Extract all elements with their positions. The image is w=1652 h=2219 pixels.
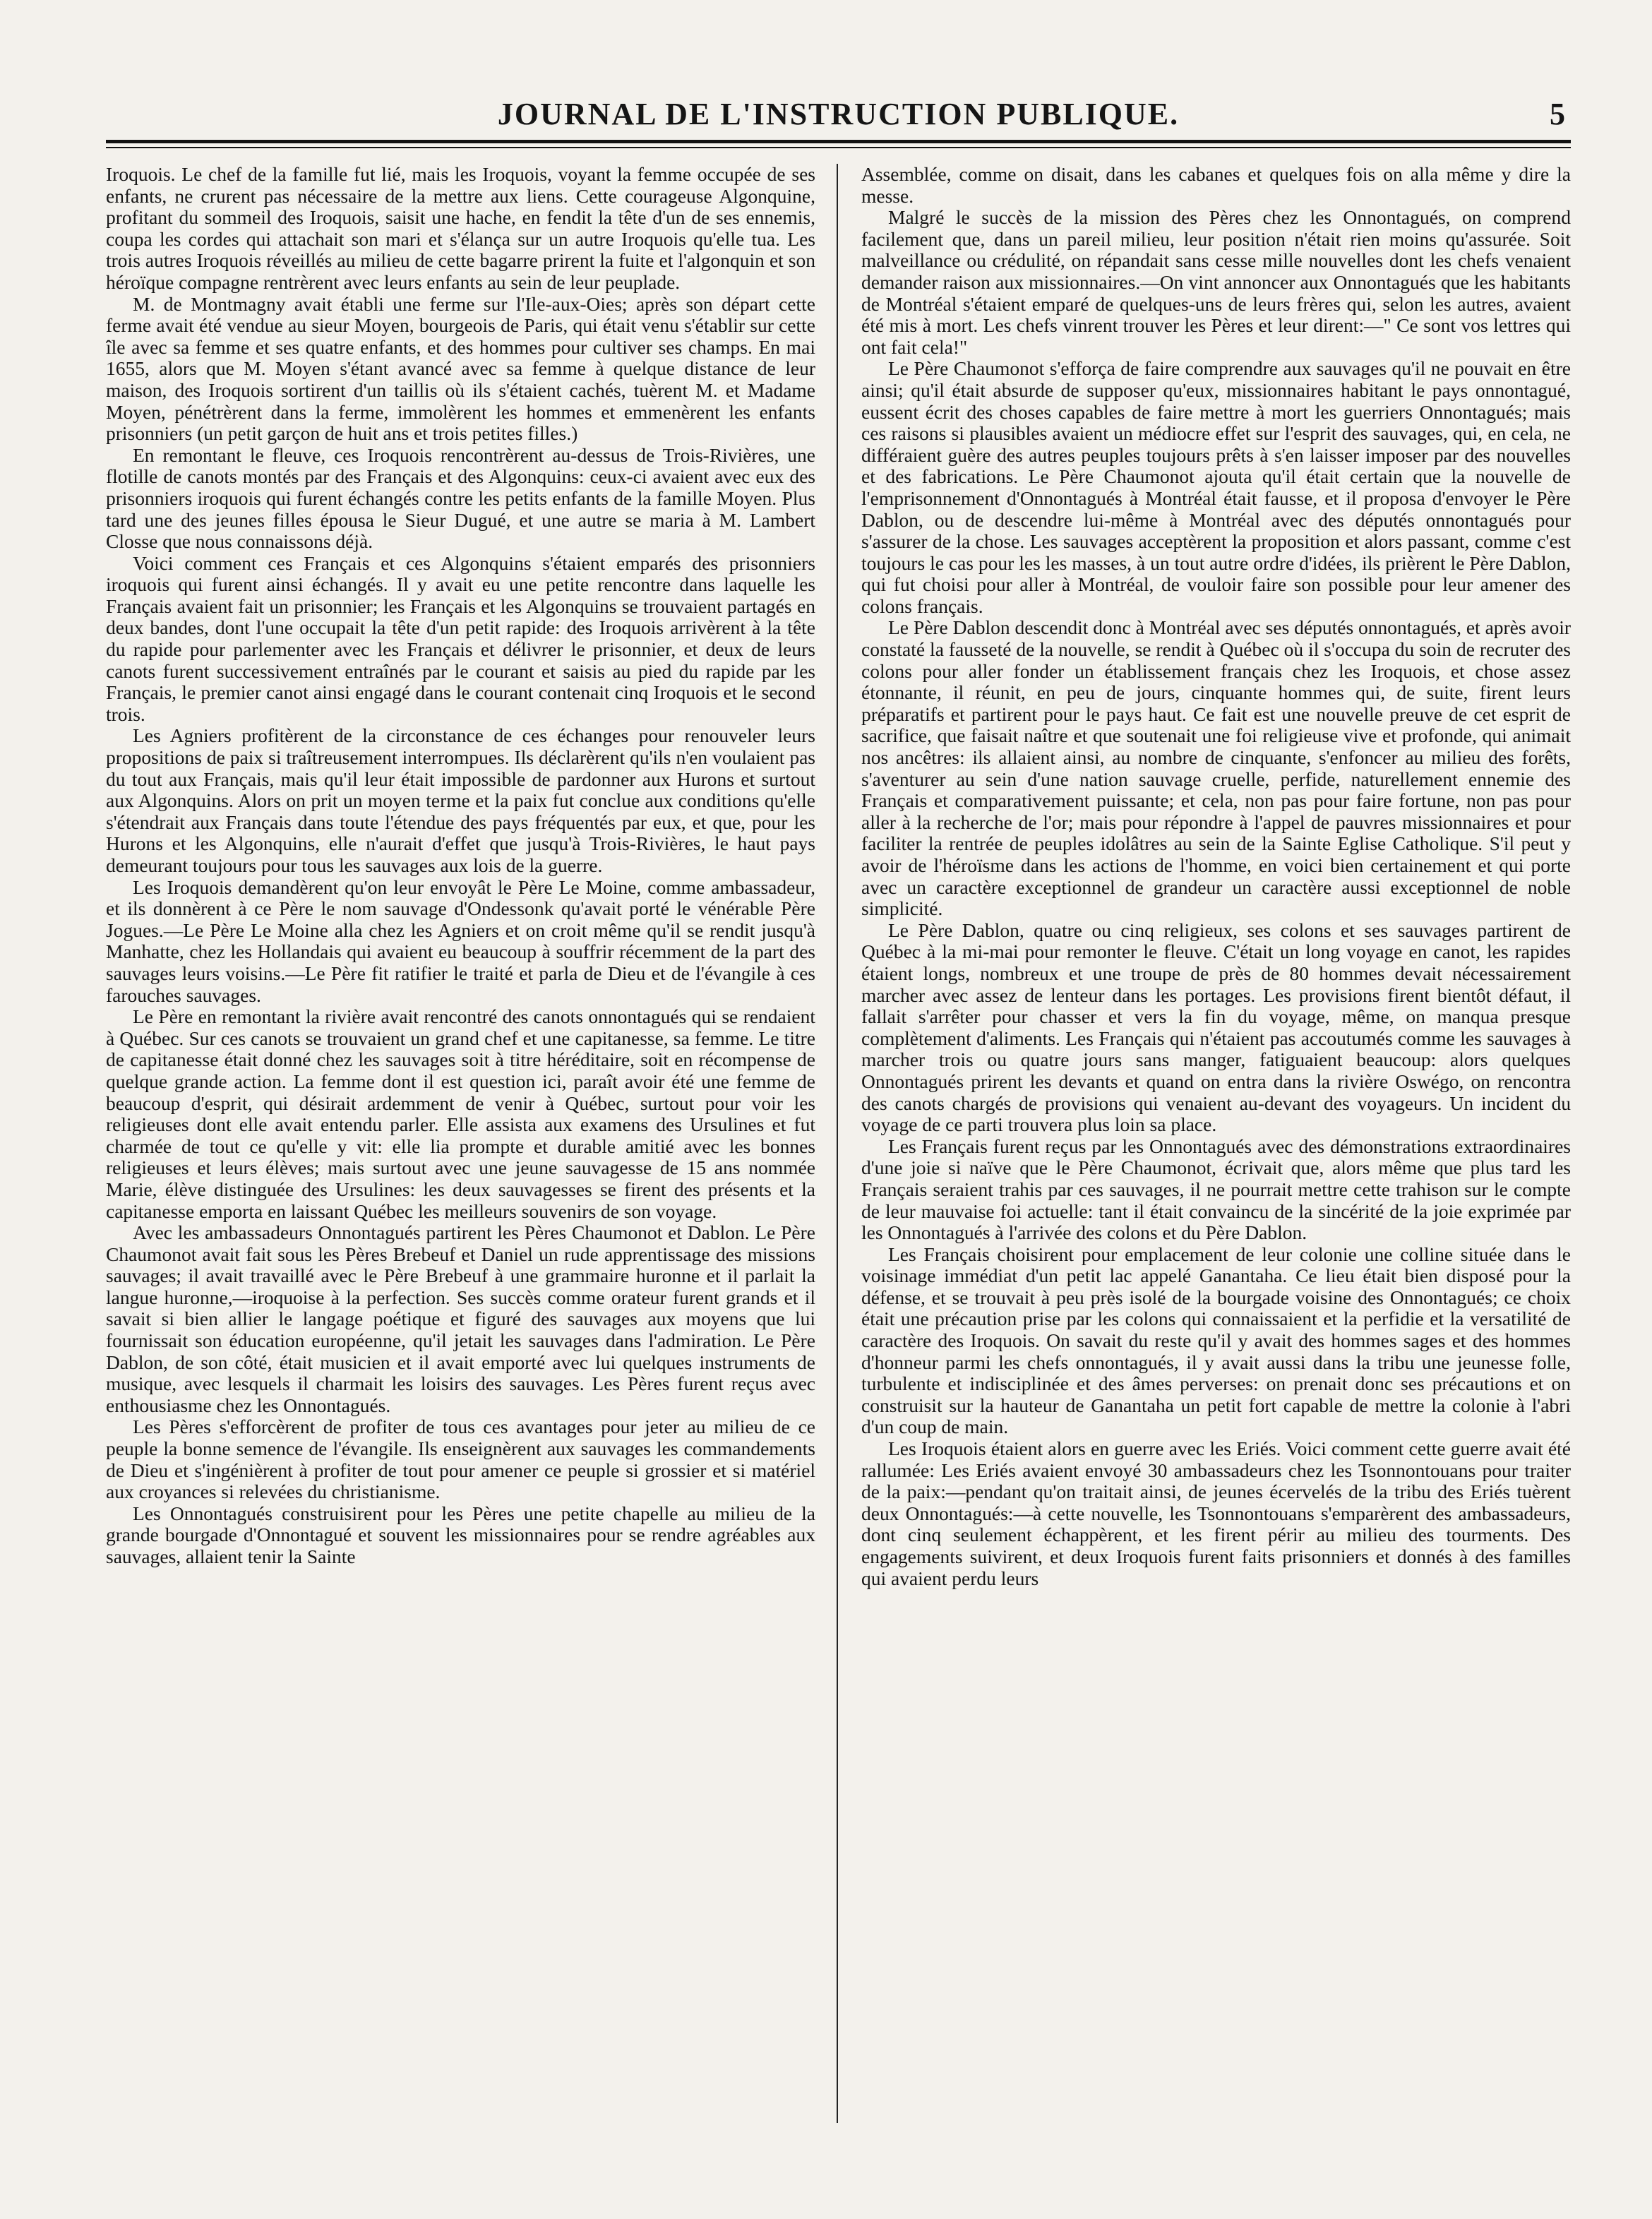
paragraph: En remontant le fleuve, ces Iroquois rencontrèrent au-dessus de Trois-Rivières, une flotille de canots montés par des Français et des Algonquins: ceux-ci avaient avec eux des prisonniers iroquois qui furent échangés contre les petits enfants de la famille Moyen. Plus tard une des jeunes filles épousa le Sieur Dugué, et une autre se maria à M. Lambert Closse que nous connaissons déjà. <box>106 443 815 553</box>
page-number: 5 <box>1550 97 1565 131</box>
article-columns <box>106 164 1571 2127</box>
paragraph: Les Iroquois demandèrent qu'on leur envoyât le Père Le Moine, comme ambassadeur, et ils donnèrent à ce Père le nom sauvage d'Ondessonk qu'avait porté le vénérable Père Jogues.—Le Père Le Moine alla chez les Agniers et on croit même qu'il se rendit jusqu'à Manhatte, chez les Hollandais qui avaient eu beaucoup à souffrir récemment de la part des sauvages leurs voisins.—Le Père fit ratifier le traité et parla de Dieu et de l'évangile à ces farouches sauvages. <box>106 875 815 1006</box>
paragraph: Le Père Dablon descendit donc à Montréal avec ses députés onnontagués, et après avoir constaté la fausseté de la nouvelle, se rendit à Québec où il s'occupa du soin de recruter des colons pour aller fonder un établissement français chez les Iroquois, et chose assez étonnante, il réunit, en peu de jours, cinquante hommes qui, de suite, firent leurs préparatifs et partirent pour le pays haut. Ce fait est une nouvelle preuve de cet esprit de sacrifice, que faisait naître et que soutenait une foi religieuse vive et profonde, qui animait nos ancêtres: ils allaient ainsi, au nombre de cinquante, s'enfoncer au milieu des forêts, s'aventurer au sein d'une nation sauvage cruelle, perfide, naturellement ennemie des Français et comparativement puissante; et cela, non pas pour faire fortune, non pas pour aller à la recherche de l'or; mais pour répondre à l'appel de pauvres missionnaires et pour faciliter la rentrée de peuples idolâtres au sein de la Sainte Eglise Catholique. S'il peut y avoir de l'héroïsme dans les actions de l'homme, en voici bien certainement et qui porte avec un caractère exceptionnel de grandeur un caractère aussi exceptionnel de noble simplicité. <box>861 616 1571 920</box>
paragraph: Assemblée, comme on disait, dans les cabanes et quelques fois on alla même y dire la messe. <box>861 164 1571 207</box>
paragraph: Les Agniers profitèrent de la circonstance de ces échanges pour renouveler leurs propositions de paix si traîtreusement interrompues. Ils déclarèrent qu'ils n'en voulaient pas du tout aux Français, mais qu'il leur était impossible de pardonner aux Hurons et surtout aux Algonquins. Alors on prit un moyen terme et la paix fut conclue aux conditions qu'elle s'étendrait aux Français dans toute l'étendue des pays fréquentés par eux, et que, pour les Hurons et les Algonquins, elle n'aurait d'effet que jusqu'à Trois-Rivières, le haut pays demeurant toujours pour tous les sauvages aux lois de la guerre. <box>106 724 815 876</box>
left-column <box>106 164 815 2127</box>
paragraph: M. de Montmagny avait établi une ferme sur l'Ile-aux-Oies; après son départ cette ferme avait été vendue au sieur Moyen, bourgeois de Paris, qui était venu s'établir sur cette île avec sa femme et ses quatre enfants, et des hommes pour cultiver ses champs. En mai 1655, alors que M. Moyen s'étant avancé avec sa femme à quelque distance de leur maison, des Iroquois sortirent d'un taillis où ils s'étaient cachés, tuèrent M. et Madame Moyen, pénétrèrent dans la ferme, immolèrent les hommes et emmenèrent les enfants prisonniers (un petit garçon de huit ans et trois petites filles.) <box>106 292 815 445</box>
column-divider <box>837 164 838 2123</box>
header-rule-thin <box>106 147 1571 148</box>
paragraph: Les Pères s'efforcèrent de profiter de tous ces avantages pour jeter au milieu de ce peuple la bonne semence de l'évangile. Ils enseignèrent aux sauvages les commandements de Dieu et s'ingénièrent à profiter de tout pour amener ce peuple si grossier et si matériel aux croyances si relevées du christianisme. <box>106 1416 815 1503</box>
page-header <box>106 92 1571 136</box>
paragraph: Voici comment ces Français et ces Algonquins s'étaient emparés des prisonniers iroquois qui furent ainsi échangés. Il y avait eu une petite rencontre dans laquelle les Français avaient fait un prisonnier; les Français et les Algonquins se trouvaient partagés en deux bandes, dont l'une occupait la tête d'un petit rapide: des Iroquois arrivèrent à la tête du rapide pour parlementer avec les Français et délivrer le prisonnier, et deux de leurs canots furent successivement entraînés par le courant et saisis au pied du rapide par les Français, le premier canot ainsi engagé dans le courant contenait cinq Iroquois et le second trois. <box>106 551 815 725</box>
header-rule-thick <box>106 140 1571 143</box>
paragraph: Le Père en remontant la rivière avait rencontré des canots onnontagués qui se rendaient à Québec. Sur ces canots se trouvaient un grand chef et une capitanesse, sa femme. Le titre de capitanesse était donné chez les sauvages soit à titre héréditaire, soit en récompense de quelque grande action. La femme dont il est question ici, paraît avoir été une femme de beaucoup d'esprit, qui désirait ardemment de venir à Québec, surtout pour voir les religieuses dont elle avait entendu parler. Elle assista aux examens des Ursulines et fut charmée de tout ce qu'elle y vit: elle lia prompte et durable amitié avec les bonnes religieuses et leurs élèves; mais surtout avec une jeune sauvagesse de 15 ans nommée Marie, élève distinguée des Ursulines: les deux sauvagesses se firent des présents et la capitanesse emporta en laissant Québec les meilleurs souvenirs de son voyage. <box>106 1005 815 1222</box>
paragraph: Les Français furent reçus par les Onnontagués avec des démonstrations extraordinaires d'une joie si naïve que le Père Chaumonot, écrivait que, alors même que plus tard les Français seraient trahis par ces sauvages, il ne pourrait mettre cette trahison sur le compte de leur mauvaise foi actuelle: tant il était convaincu de la sincérité de la joie exprimée par les Onnontagués à l'arrivée des colons et du Père Dablon. <box>861 1135 1571 1244</box>
paragraph: Iroquois. Le chef de la famille fut lié, mais les Iroquois, voyant la femme occupée de ses enfants, ne crurent pas nécessaire de la mettre aux liens. Cette courageuse Algonquine, profitant du sommeil des Iroquois, saisit une hache, en fendit la tête d'un de ses ennemis, coupa les cordes qui attachait son mari et s'élança sur un autre Iroquois qu'elle tua. Les trois autres Iroquois réveillés au milieu de cette bagarre prirent la fuite et l'algonquin et son héroïque compagne rentrèrent avec leurs enfants au sein de leur peuplade. <box>106 164 815 293</box>
paragraph: Le Père Dablon, quatre ou cinq religieux, ses colons et ses sauvages partirent de Québec à la mi-mai pour remonter le fleuve. C'était un long voyage en canot, les rapides étaient longs, nombreux et une troupe de près de 80 hommes devait nécessairement marcher avec assez de lenteur dans les portages. Les provisions firent bientôt défaut, il fallait s'arrêter pour chasser et vers la fin du voyage, même, on manqua presque complètement d'aliments. Les Français qui n'étaient pas accoutumés comme les sauvages à marcher trois ou quatre jours sans manger, fatiguaient beaucoup: alors quelques Onnontagués prirent les devants et quand on entra dans la rivière Oswégo, on rencontra des canots chargés de provisions qui venaient au-devant des voyageurs. Un incident du voyage de ce parti trouvera plus loin sa place. <box>861 919 1571 1136</box>
paragraph: Les Français choisirent pour emplacement de leur colonie une colline située dans le voisinage immédiat d'un petit lac appelé Ganantaha. Ce lieu était bien disposé pour la défense, et se trouvait à peu près isolé de la bourgade voisine des Onnontagués; ce choix était une précaution prise par les colons qui connaissaient et la perfidie et la versatilité de caractère des Iroquois. On savait du reste qu'il y avait des hommes sages et des hommes d'honneur parmi les chefs onnontagués, il y avait aussi dans la tribu une jeunesse folle, turbulente et indisciplinée et des âmes perverses: on prenait donc ses précautions et on construisit sur la hauteur de Ganantaha un petit fort capable de mettre la colonie à l'abri d'un coup de main. <box>861 1243 1571 1438</box>
paragraph: Avec les ambassadeurs Onnontagués partirent les Pères Chaumonot et Dablon. Le Père Chaumonot avait fait sous les Pères Brebeuf et Daniel un rude apprentissage des missions sauvages; il avait travaillé avec le Père Brebeuf à une grammaire huronne et il parlait la langue huronne,—iroquoise à la perfection. Ses succès comme orateur furent grands et il savait si bien allier le langage poétique et figuré des sauvages aux moyens que lui fournissait son éducation européenne, qu'il jetait les sauvages dans l'admiration. Le Père Dablon, de son côté, était musicien et il avait emporté avec lui quelques instruments de musique, avec lesquels il charmait les loisirs des sauvages. Les Pères furent reçus avec enthousiasme chez les Onnontagués. <box>106 1221 815 1416</box>
newspaper-page <box>106 92 1571 2167</box>
paragraph: Malgré le succès de la mission des Pères chez les Onnontagués, on comprend facilement que, dans un pareil milieu, leur position n'était rien moins qu'assurée. Soit malveillance ou crédulité, on répandait sans cesse mille nouvelles dont les chefs venaient demander raison aux missionnaires.—On vint annoncer aux Onnontagués que les habitants de Montréal s'étaient emparé de quelques-uns de leurs frères qui, selon les autres, avaient été mis à mort. Les chefs vinrent trouver les Pères et leur dirent:—" Ce sont vos lettres qui ont fait cela!" <box>861 206 1571 358</box>
paragraph: Les Iroquois étaient alors en guerre avec les Eriés. Voici comment cette guerre avait été rallumée: Les Eriés avaient envoyé 30 ambassadeurs chez les Tsonnontouans pour traiter de la paix:—pendant qu'on traitait ainsi, de jeunes écervelés de la tribu des Eriés tuèrent deux Onnontagués:—à cette nouvelle, les Tsonnontouans s'emparèrent des ambassadeurs, dont cinq seulement échappèrent, et les firent périr au milieu des tourments. Des engagements suivirent, et deux Iroquois furent faits prisonniers et donnés à des familles qui avaient perdu leurs <box>861 1437 1571 1589</box>
paragraph: Le Père Chaumonot s'efforça de faire comprendre aux sauvages qu'il ne pouvait en être ainsi; qu'il était absurde de supposer qu'eux, missionnaires habitant le pays onnontagué, eussent écrit des choses capables de faire mettre à mort les guerriers Onnontagués; mais ces raisons si plausibles avaient un médiocre effet sur l'esprit des sauvages, qui, en cela, ne différaient guère des autres peuples toujours prêts à s'en laisser imposer par des nouvelles et des fabrications. Le Père Chaumonot ajouta qu'il était certain que la nouvelle de l'emprisonnement d'Onnontagués à Montréal était fausse, et il proposa d'envoyer le Père Dablon, ou de descendre lui-même à Montréal avec des députés onnontagués pour s'assurer de la chose. Les sauvages acceptèrent la proposition et alors passant, comme c'est toujours le cas pour les les masses, à un tout autre ordre d'idées, ils prièrent le Père Dablon, qui fut choisi pour aller à Montréal, de vouloir faire son possible pour leur amener des colons français. <box>861 357 1571 617</box>
right-column <box>861 164 1571 2127</box>
paragraph: Les Onnontagués construisirent pour les Pères une petite chapelle au milieu de la grande bourgade d'Onnontagué et souvent les missionnaires pour se rendre agréables aux sauvages, allaient tenir la Sainte <box>106 1502 815 1567</box>
journal-title: JOURNAL DE L'INSTRUCTION PUBLIQUE. <box>497 97 1180 131</box>
